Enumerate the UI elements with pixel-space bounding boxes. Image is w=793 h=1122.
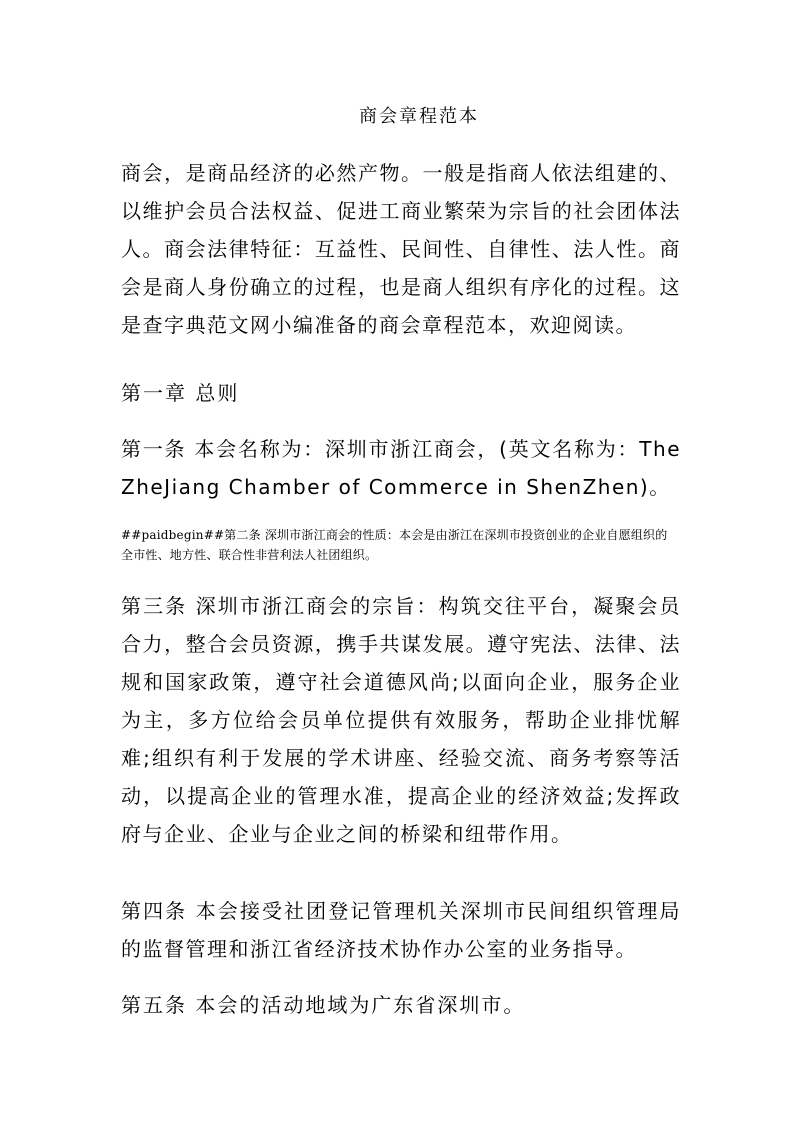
article-3-paragraph: 第三条 深圳市浙江商会的宗旨：构筑交往平台，凝聚会员合力，整合会员资源，携手共谋发展。遵守宪法、法律、法规和国家政策，遵守社会道德风尚;以面向企业，服务企业为主，多方位给会员单位提供有效服务，帮助企业排忧解难;组织有利于发展的学术讲座、经验交流、商务考察等活动，以提高企业的管理水准，提高企业的经济效益;发挥政府与企业、企业与企业之间的桥梁和纽带作用。	[121, 594, 681, 846]
article-4-paragraph: 第四条 本会接受社团登记管理机关深圳市民间组织管理局的监督管理和浙江省经济技术协作办公室的业务指导。	[121, 899, 681, 961]
document-title: 商会章程范本	[359, 106, 479, 127]
intro-paragraph: 商会，是商品经济的必然产物。一般是指商人依法组建的、以维护会员合法权益、促进工商业繁荣为宗旨的社会团体法人。商会法律特征：互益性、民间性、自律性、法人性。商会是商人身份确立的过程，也是商人组织有序化的过程。这是查字典范文网小编准备的商会章程范本，欢迎阅读。	[121, 161, 681, 337]
chapter-heading: 第一章 总则	[121, 381, 240, 405]
article-2-paragraph: ##paidbegin##第二条 深圳市浙江商会的性质：本会是由浙江在深圳市投资创业的企业自愿组织的全市性、地方性、联合性非营利法人社团组织。	[121, 528, 668, 562]
article-5-paragraph: 第五条 本会的活动地域为广东省深圳市。	[121, 993, 526, 1017]
article-1-paragraph: 第一条 本会名称为：深圳市浙江商会，(英文名称为：The ZheJiang Chamber of Commerce in ShenZhen)。	[121, 437, 681, 499]
